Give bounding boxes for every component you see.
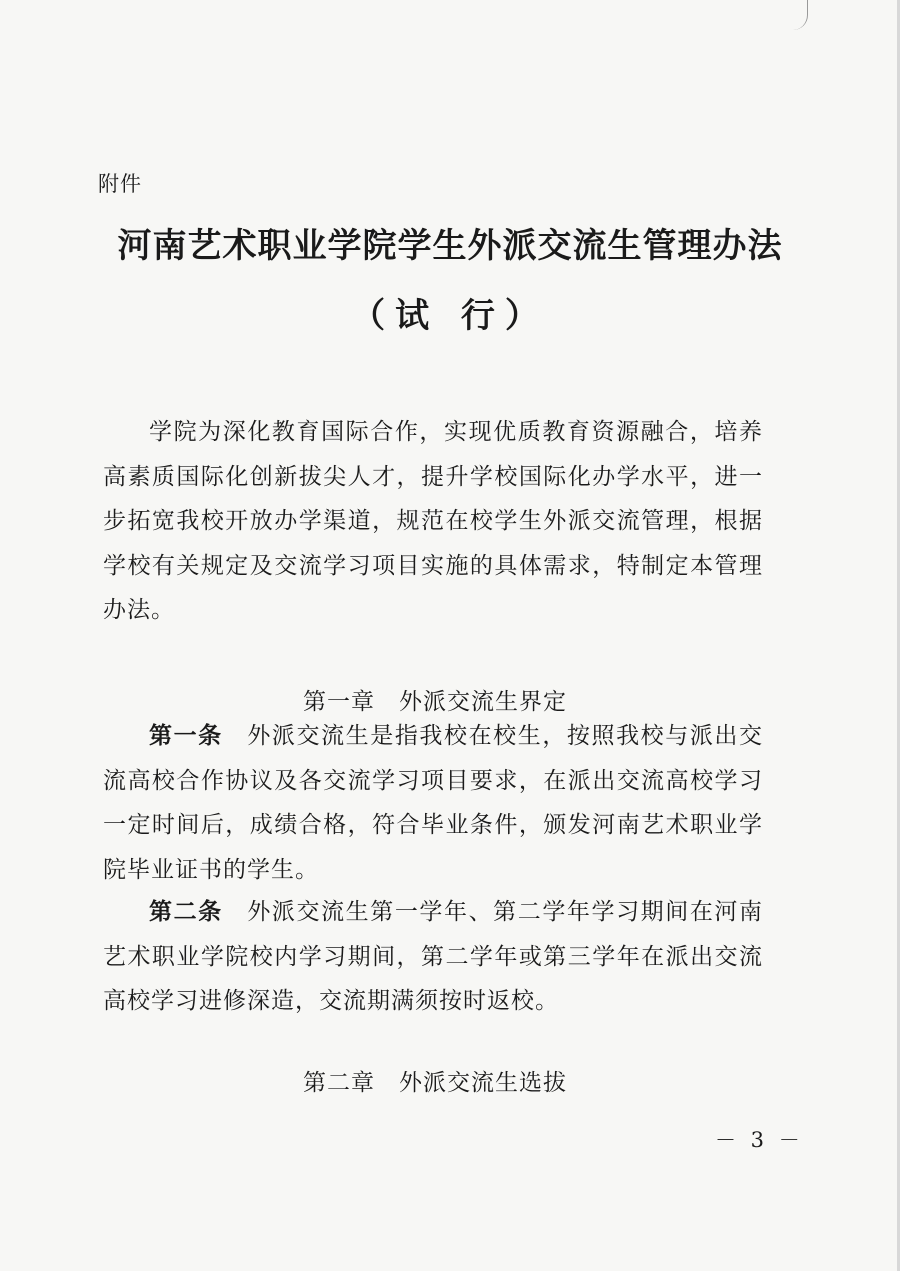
article-2-text: 外派交流生第一学年、第二学年学习期间在河南艺术职业学院校内学习期间，第二学年或第三学年在派出交流高校学习进修深造，交流期满须按时返校。	[103, 899, 764, 1014]
page-number: － 3 －	[715, 1128, 804, 1152]
intro-paragraph: 学院为深化教育国际合作，实现优质教育资源融合，培养高素质国际化创新拔尖人才，提升学校国际化办学水平，进一步拓宽我校开放办学渠道，规范在校学生外派交流管理，根据学校有关规定及交流学习项目实施的具体需求，特制定本管理办法。	[103, 419, 763, 623]
article-2-number: 第二条	[149, 899, 223, 925]
article-1-number: 第一条	[149, 723, 223, 749]
attachment-label: 附件	[98, 172, 142, 196]
article-1-text: 外派交流生是指我校在校生，按照我校与派出交流高校合作协议及各交流学习项目要求，在派出交流高校学习一定时间后，成绩合格，符合毕业条件，颁发河南艺术职业学院毕业证书的学生。	[103, 723, 764, 883]
article-2	[103, 890, 763, 1024]
document-subtitle: （试 行）	[351, 296, 549, 336]
corner-mark	[793, 0, 808, 30]
chapter-1-heading: 第一章 外派交流生界定	[303, 689, 567, 715]
article-1	[103, 714, 763, 892]
document-title: 河南艺术职业学院学生外派交流生管理办法	[117, 226, 783, 266]
chapter-2-heading: 第二章 外派交流生选拔	[303, 1070, 567, 1096]
